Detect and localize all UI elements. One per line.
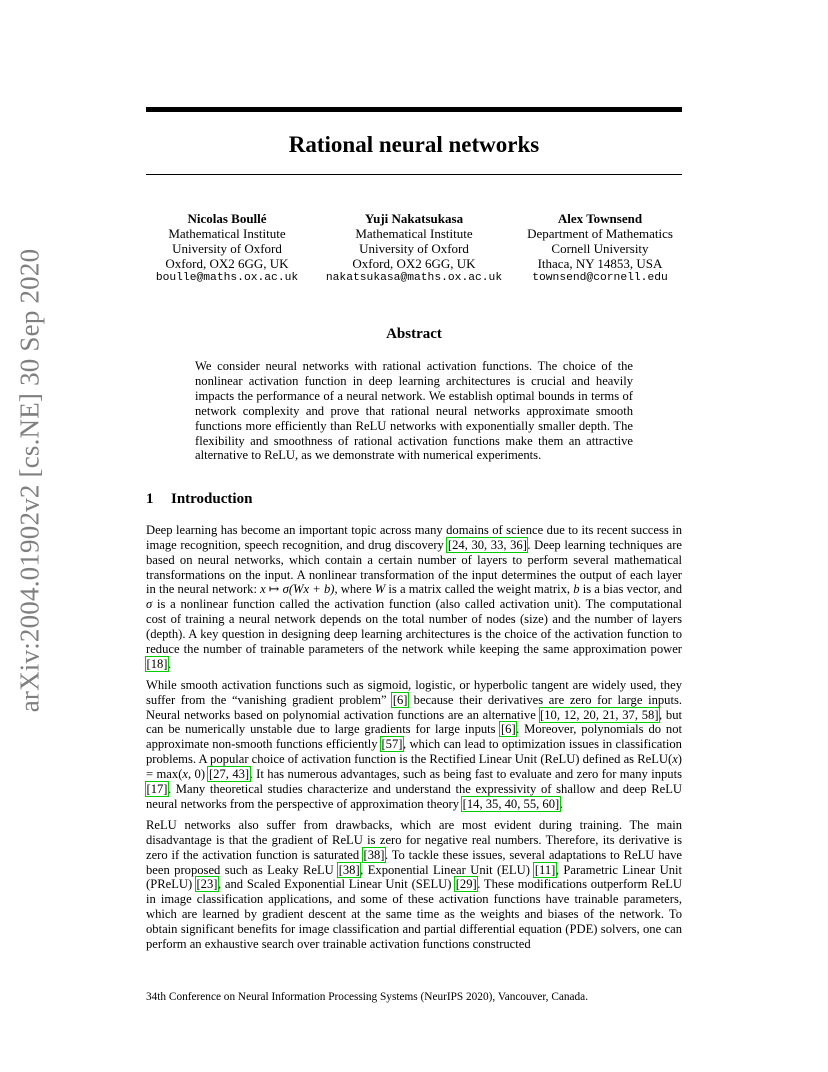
citation-link[interactable]: [38] bbox=[363, 847, 385, 862]
author-address: Oxford, OX2 6GG, UK bbox=[165, 256, 289, 271]
paragraph-text: ReLU networks also suffer from drawbacks, which are most evident during training. The main disadvantage is that the gradient of ReLU is zero for negative real numbers. Therefore, its derivative is zero if the activation function is saturated bbox=[146, 818, 682, 862]
author-affiliation: University of Oxford bbox=[359, 241, 469, 256]
paragraph-text: While smooth activation functions such as sigmoid, logistic, or hyperbolic tangent are widely used, they suffer from the “vanishing gradient problem” bbox=[146, 677, 682, 707]
author-affiliation: Department of Mathematics bbox=[527, 226, 673, 241]
paragraph-text: . Deep learning techniques are based on neural networks, which contain a certain number of layers to perform several mathematical transformations on the input. A nonlinear transformation of the input determines the output of each layer in the neural network: bbox=[146, 537, 683, 597]
paragraph-text: . Many theoretical studies characterize and understand the expressivity of shallow and deep ReLU neural networks from the perspective of approximation theory bbox=[146, 781, 682, 811]
author-name: Yuji Nakatsukasa bbox=[364, 211, 464, 226]
arxiv-identifier-stamp bbox=[10, 248, 50, 712]
paragraph-text: because their derivatives are zero for large inputs. Neural networks based on polynomial activation functions are an alternative bbox=[146, 692, 683, 722]
math-expression: W bbox=[374, 582, 386, 597]
author-affiliation: Cornell University bbox=[551, 241, 649, 256]
section-number: 1 bbox=[146, 491, 154, 507]
author-townsend bbox=[518, 211, 682, 286]
math-expression: b bbox=[573, 582, 580, 597]
paragraph-text: , and Scaled Exponential Linear Unit (SELU) bbox=[217, 877, 456, 892]
citation-link[interactable]: [10, 12, 20, 21, 37, 58] bbox=[540, 707, 659, 722]
author-affiliation: Mathematical Institute bbox=[355, 226, 473, 241]
author-block bbox=[146, 211, 682, 291]
citation-link[interactable]: [11] bbox=[534, 862, 556, 877]
paragraph-text: . bbox=[167, 656, 172, 671]
citation-link[interactable]: [18] bbox=[146, 656, 168, 671]
paragraph-text: . Moreover, polynomials do not approximate non-smooth functions efficiently bbox=[146, 722, 682, 752]
intro-paragraph bbox=[146, 523, 682, 671]
introduction-body bbox=[146, 523, 682, 958]
citation-link[interactable]: [23] bbox=[196, 877, 218, 892]
paragraph-text: Deep learning has become an important topic across many domains of science due to its recent success in image recognition, speech recognition, and drug discovery bbox=[146, 523, 682, 552]
math-expression: σ bbox=[146, 597, 153, 612]
author-nakatsukasa bbox=[319, 211, 509, 286]
paragraph-text: . bbox=[559, 796, 563, 811]
author-name: Nicolas Boullé bbox=[187, 211, 267, 226]
author-email[interactable]: boulle@maths.ox.ac.uk bbox=[155, 272, 299, 284]
paragraph-text: . These modifications outperform ReLU in image classification applications, and some of these activation functions have trainable parameters, which are learned by gradient descent at the same time as the weights and biases of the network. To obtain significant benefits for image classification and partial differential equation (PDE) solvers, one can perform an exhaustive search over trainable activation functions constructed bbox=[146, 877, 682, 951]
paragraph-text: , which can lead to optimization issues in classification problems. A popular choice of activation function is the Rectified Linear Unit (ReLU) defined as ReLU( bbox=[146, 737, 682, 767]
author-email[interactable]: nakatsukasa@maths.ox.ac.uk bbox=[325, 272, 503, 284]
paragraph-text: is a bias vector, and bbox=[579, 582, 682, 597]
math-expression: x ↦ σ(Wx + b) bbox=[260, 582, 335, 597]
section-title: Introduction bbox=[171, 491, 253, 507]
paragraph-text: , Parametric Linear Unit (PReLU) bbox=[146, 862, 682, 892]
abstract-text: We consider neural networks with rational activation functions. The choice of the nonlinear activation function in deep learning architectures is crucial and heavily impacts the performance of a neural network. We establish optimal bounds in terms of network complexity and prove that rational neural networks approximate smooth functions more efficiently than ReLU networks with exponentially smaller depth. The flexibility and smoothness of rational activation functions make them an attractive alternative to ReLU, as we demonstrate with numerical experiments. bbox=[195, 359, 633, 463]
paragraph-text: ) = max( bbox=[146, 752, 682, 781]
intro-paragraph bbox=[146, 678, 682, 812]
arxiv-stamp-text: arXiv:2004.01902v2 [cs.NE] 30 Sep 2020 bbox=[14, 248, 45, 712]
citation-link[interactable]: [6] bbox=[392, 692, 408, 707]
paragraph-text: , but can be numerically unstable due to large gradients for large inputs bbox=[146, 707, 683, 737]
citation-link[interactable]: [27, 43] bbox=[208, 767, 250, 781]
title-top-rule bbox=[146, 107, 682, 112]
citation-link[interactable]: [29] bbox=[455, 877, 477, 892]
citation-link[interactable]: [57] bbox=[381, 737, 403, 752]
author-boulle bbox=[145, 211, 309, 286]
citation-link[interactable]: [6] bbox=[500, 722, 516, 737]
citation-link[interactable]: [17] bbox=[146, 781, 168, 796]
paragraph-text: is a matrix called the weight matrix, bbox=[385, 582, 574, 597]
author-affiliation: University of Oxford bbox=[172, 241, 282, 256]
math-expression: x bbox=[182, 767, 188, 781]
paragraph-text: is a nonlinear function called the activation function (also called activation unit). The computational cost of training a neural network depends on the total number of nodes (size) and the number of layers (depth). A key question in designing deep learning architectures is the choice of the activation function to reduce the number of trainable parameters of the network while keeping the same approximation power bbox=[146, 597, 682, 656]
title-bottom-rule bbox=[146, 174, 682, 175]
conference-footnote: 34th Conference on Neural Information Processing Systems (NeurIPS 2020), Vancouver, Canada. bbox=[146, 991, 589, 1003]
citation-link[interactable]: [24, 30, 33, 36] bbox=[447, 537, 527, 552]
section-heading-introduction bbox=[146, 489, 682, 509]
paper-title: Rational neural networks bbox=[288, 132, 540, 157]
paragraph-text: . To tackle these issues, several adaptations to ReLU have been proposed such as Leaky ReLU bbox=[146, 847, 682, 877]
paragraph-text: , 0) bbox=[188, 767, 209, 781]
paragraph-text: , Exponential Linear Unit (ELU) bbox=[360, 862, 535, 877]
author-affiliation: Mathematical Institute bbox=[168, 226, 286, 241]
author-name: Alex Townsend bbox=[557, 211, 643, 226]
author-address: Ithaca, NY 14853, USA bbox=[537, 256, 663, 271]
author-address: Oxford, OX2 6GG, UK bbox=[352, 256, 476, 271]
math-expression: x bbox=[672, 752, 678, 767]
abstract-heading: Abstract bbox=[386, 326, 442, 342]
citation-link[interactable]: [38] bbox=[338, 862, 360, 877]
citation-link[interactable]: [14, 35, 40, 55, 60] bbox=[462, 796, 560, 811]
paragraph-text: . It has numerous advantages, such as being fast to evaluate and zero for many inputs bbox=[249, 767, 682, 781]
author-email[interactable]: townsend@cornell.edu bbox=[532, 272, 668, 284]
intro-paragraph bbox=[146, 818, 682, 952]
paragraph-text: , where bbox=[334, 582, 375, 597]
